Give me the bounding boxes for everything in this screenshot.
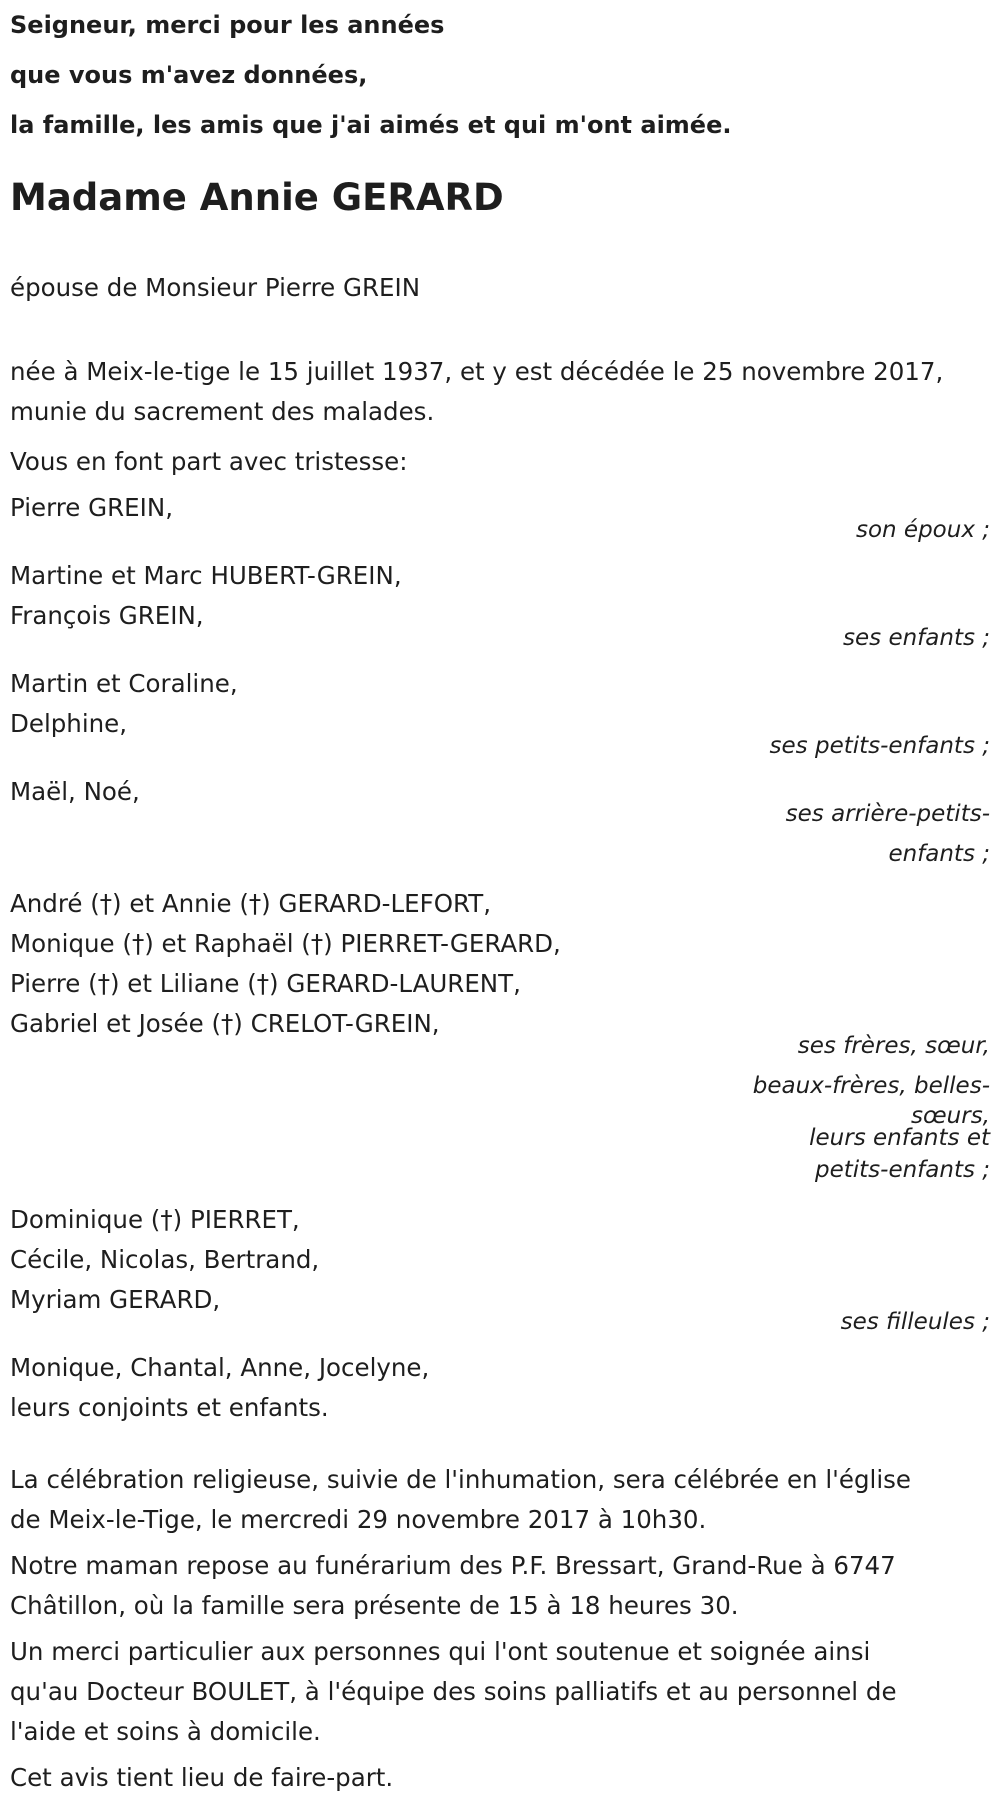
family-group-spouse [10,488,990,550]
relation-line: sœurs, [911,1103,990,1129]
family-group-siblings [10,884,990,1190]
family-names: Cécile, Nicolas, Bertrand, [10,1245,320,1274]
spouse-line: épouse de Monsieur Pierre GREIN [10,273,421,302]
family-names: Maël, Noé, [10,777,140,806]
ceremony-line: de Meix-le-Tige, le mercredi 29 novembre 2017 à 10h30. [10,1505,707,1534]
relation-line: petits-enfants ; [814,1157,990,1183]
family-names: Monique (†) et Raphaël (†) PIERRET-GERARD, [10,929,561,958]
relation-label [10,726,990,766]
family-group-goddaughters [10,1200,990,1342]
family-names: André (†) et Annie (†) GERARD-LEFORT, [10,889,491,918]
relation-label [10,794,990,874]
thanks-line: l'aide et soins à domicile. [10,1717,321,1746]
intro-line: Vous en font part avec tristesse: [10,447,408,476]
funeral-home-info [10,1546,990,1626]
relation-line: ses enfants ; [843,625,990,651]
relation-line: ses petits-enfants ; [769,733,990,759]
family-group-grandchildren [10,664,990,766]
family-names: leurs conjoints et enfants. [10,1393,329,1422]
family-names: François GREIN, [10,601,204,630]
relation-line: ses frères, sœur, [797,1033,990,1059]
birth-death-info [10,352,990,432]
thanks-paragraph [10,1632,990,1752]
epigraph-line: Seigneur, merci pour les années [10,11,445,39]
thanks-line: Un merci particulier aux personnes qui l'ont soutenue et soignée ainsi [10,1637,871,1666]
funeral-home-line: Notre maman repose au funérarium des P.F. Bressart, Grand-Rue à 6747 [10,1551,896,1580]
family-group-others [10,1348,990,1428]
obituary-notice [10,0,990,1798]
epigraph-line: la famille, les amis que j'ai aimés et qui m'ont aimée. [10,111,732,139]
family-names: Gabriel et Josée (†) CRELOT-GREIN, [10,1009,440,1038]
relation-line: beaux-frères, belles- [752,1073,990,1099]
family-names: Pierre GREIN, [10,493,173,522]
family-names: Martin et Coraline, [10,669,238,698]
relation-line: leurs enfants et [809,1125,990,1151]
funeral-home-line: Châtillon, où la famille sera présente de 15 à 18 heures 30. [10,1591,739,1620]
relation-line: enfants ; [888,841,990,867]
family-names: Dominique (†) PIERRET, [10,1205,300,1234]
epigraph-line: que vous m'avez données, [10,61,368,89]
thanks-line: qu'au Docteur BOULET, à l'équipe des soins palliatifs et au personnel de [10,1677,897,1706]
family-names: Monique, Chantal, Anne, Jocelyne, [10,1353,430,1382]
deceased-name: Madame Annie GERARD [10,176,504,219]
epigraph [10,0,990,150]
family-group-children [10,556,990,658]
ceremony-info [10,1460,990,1540]
closing-line: Cet avis tient lieu de faire-part. [10,1763,394,1792]
relation-line: ses filleules ; [840,1309,990,1335]
family-names: Delphine, [10,709,128,738]
relation-label [10,1026,990,1190]
family-names: Myriam GERARD, [10,1285,221,1314]
family-names: Martine et Marc HUBERT-GREIN, [10,561,402,590]
family-names: Pierre (†) et Liliane (†) GERARD-LAURENT, [10,969,521,998]
birth-death-line: née à Meix-le-tige le 15 juillet 1937, et y est décédée le 25 novembre 2017, [10,357,944,386]
relation-line: ses arrière-petits- [785,801,990,827]
family-group-great-grandchildren [10,772,990,874]
ceremony-line: La célébration religieuse, suivie de l'inhumation, sera célébrée en l'église [10,1465,911,1494]
relation-line: son époux ; [855,517,990,543]
birth-death-line: munie du sacrement des malades. [10,397,435,426]
